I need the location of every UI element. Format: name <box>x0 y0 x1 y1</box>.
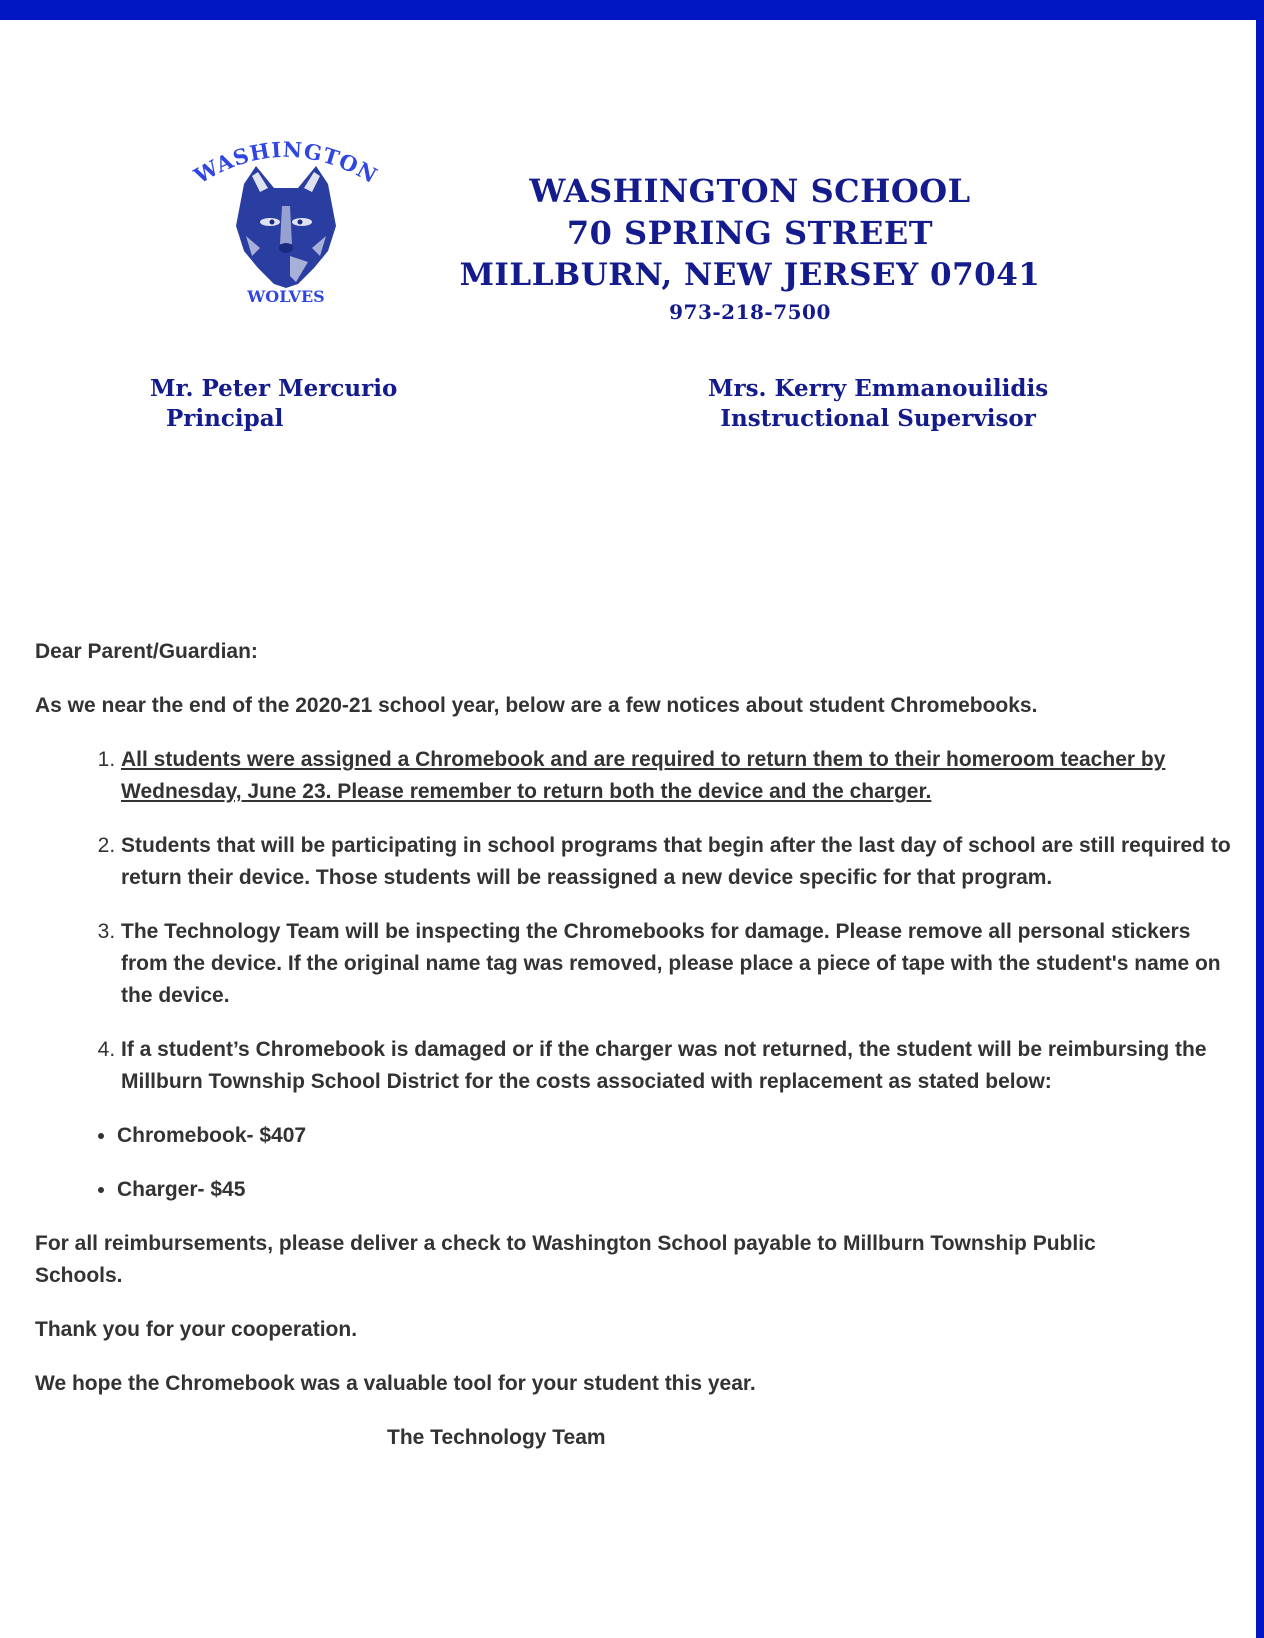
logo-arc-text: WASHINGTON <box>189 136 383 189</box>
school-logo <box>186 136 386 326</box>
supervisor-name: Mrs. Kerry Emmanouilidis <box>708 375 1049 402</box>
svg-text:WASHINGTON <box>189 137 382 189</box>
notice-text: All students were assigned a Chromebook and are required to return them to their homeroom teacher by Wednesday, June 23. Please remember to return both the device and the charger. <box>121 748 1166 803</box>
intro-paragraph: As we near the end of the 2020-21 school year, below are a few notices about student Chromebooks. <box>35 694 1038 717</box>
school-name: WASHINGTON SCHOOL <box>529 172 971 210</box>
notice-item <box>121 1034 1235 1098</box>
notice-item <box>121 830 1235 894</box>
letterhead <box>420 170 1080 326</box>
notice-text: Students that will be participating in school programs that begin after the last day of school are still required to return their device. Those students will be reassigned a new device specific for that program. <box>121 834 1231 889</box>
thanks-paragraph: Thank you for your cooperation. <box>35 1318 358 1341</box>
reimbursement-paragraph: For all reimbursements, please deliver a check to Washington School payable to Millburn Township Public Schools. <box>35 1232 1096 1287</box>
cost-item: • Chromebook- $407 <box>117 1120 1235 1152</box>
closing-paragraph: We hope the Chromebook was a valuable tool for your student this year. <box>35 1372 756 1395</box>
notice-text: If a student’s Chromebook is damaged or if the charger was not returned, the student will be reimbursing the Millburn Township School District for the costs associated with replacement as stated below: <box>121 1038 1207 1093</box>
school-city-state-zip: MILLBURN, NEW JERSEY 07041 <box>459 257 1041 293</box>
salutation: Dear Parent/Guardian: <box>35 640 258 663</box>
signature: The Technology Team <box>387 1426 606 1449</box>
notice-item <box>121 916 1235 1012</box>
notices-list <box>35 744 1235 1098</box>
cost-item: • Charger- $45 <box>117 1174 1235 1206</box>
notice-text: The Technology Team will be inspecting the Chromebooks for damage. Please remove all personal stickers from the device. If the original name tag was removed, please place a piece of tape with the student's name on the device. <box>121 920 1221 1007</box>
top-frame-bar <box>0 0 1264 20</box>
supervisor-title: Instructional Supervisor <box>720 405 1036 432</box>
supervisor-block <box>708 374 1048 434</box>
principal-title: Principal <box>166 405 284 432</box>
letter-body <box>35 636 1235 1476</box>
principal-block <box>150 374 397 434</box>
school-street: 70 SPRING STREET <box>566 214 934 252</box>
school-phone: 973-218-7500 <box>669 300 831 324</box>
right-frame-bar <box>1256 0 1264 1638</box>
wolf-head-icon <box>186 136 386 326</box>
principal-name: Mr. Peter Mercurio <box>150 375 398 402</box>
costs-list <box>35 1120 1235 1206</box>
notice-item <box>121 744 1235 808</box>
logo-bottom-text: WOLVES <box>247 287 325 306</box>
